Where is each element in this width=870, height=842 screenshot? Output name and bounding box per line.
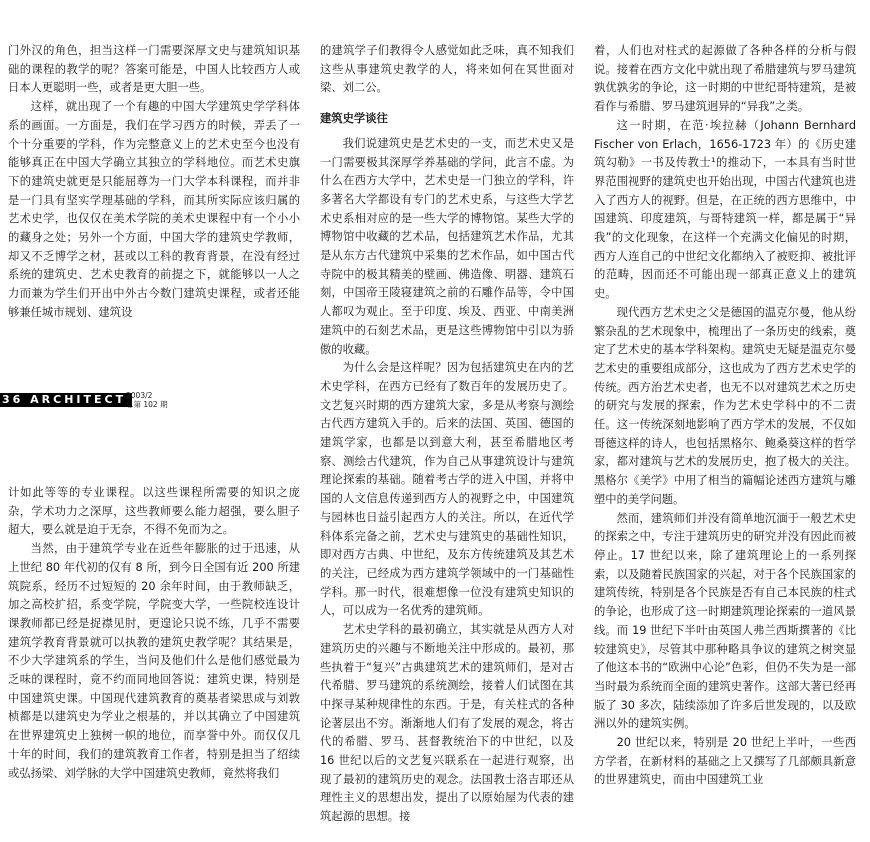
paragraph: 为什么会是这样呢？因为包括建筑史在内的艺术史学科，在西方已经有了数百年的发展历史了。文艺复兴时期的西方建筑大家，多是从考察与测绘古代西方建筑入手的。后来的法国、英国、德国的建筑学家，也都是以到意大利，甚至希腊地区考察、测绘古代建筑，作为自己从事建筑设计与建筑理论探索的基础。随着考古学的进入中国，并将中国的人文信息传递到西方人的视野之中，中国建筑与园林也日益引起西方人的关注。所以，在近代学科体系完备之前，艺术史与建筑史的基础性知识，即对西方古典、中世纪，及东方传统建筑及其艺术的关注，已经成为西方建筑学领域中的一门基础性学科。那一时代，很难想像一位没有建筑史知识的人，可以成为一名优秀的建筑师。 [320,361,574,618]
paragraph: 当然，由于建筑学专业在近些年膨胀的过于迅速，从上世纪 80 年代初的仅有 8 所，到今日全国有近 200 所建筑院系，经历不过短短的 20 余年时间，由于教师缺乏，加之高校扩招，系变学院，学院变大学，一些院校连设计课教师都已经是捉襟见肘，更遑论只说不练，几乎不需要建筑学教育背景就可以执教的建筑史教学呢？其结果是，不少大学建筑系的学生，当问及他们什么是他们感觉最为乏味的课程时，竟不约而同地回答说：建筑史课，特别是中国建筑史课。中国现代建筑教育的奠基者梁思成与刘敦桢都是以建筑史为学业之根基的，并以其确立了中国建筑在世界建筑史上独树一帜的地位，而享誉中外。而仅仅几十年的时间，我们的建筑教育工作者，特别是担当了绍续或弘扬梁、刘学脉的大学中国建筑史教师，竟然将我们 [8,542,300,780]
issue-number: 2003/2 [126,391,153,400]
section-heading: 建筑史学谈往 [320,112,388,126]
paragraph: 20 世纪以来，特别是 20 世纪上半叶，一些西方学者，在新材料的基础之上又撰写了几部颇具新意的世界建筑史，而由中国建筑工业 [594,736,856,787]
paragraph: 的建筑学子们教得令人感觉如此乏味，真不知我们这些从事建筑史教学的人，将来如何在冥世面对梁、刘二公。 [320,44,574,95]
paragraph: 这样，就出现了一个有趣的中国大学建筑史学学科体系的画面。一方面是，我们在学习西方的时候，弄丢了一个十分重要的学科，作为完整意义上的艺术史至今也没有能够真正在中国大学确立其独立的学科地位。而艺术史旗下的建筑史就更是只能屈尊为一门大学本科课程，而并非是一门具有坚实学理基础的学科，而其所实际应该归属的艺术史学，也仅仅在美术学院的美术史课程中有一个小小的藏身之处；另外一个方面，中国大学的建筑史学教师，却又不乏博学之材，甚或以工科的教育背景，在没有经过系统的建筑史、艺术史教育的前提之下，就能够以一人之力而兼为学生们开出中外古今数门建筑史课程，或者还能够兼任城市规划、建筑设 [8,100,300,319]
paragraph: 门外汉的角色，担当这样一门需要深厚文史与建筑知识基础的课程的教学的呢？答案可能是，中国人比较西方人或日本人更聪明一些，或者是更大胆一些。 [8,44,300,95]
page-footer [0,393,300,407]
column-middle [320,42,574,827]
paragraph: 着，人们也对柱式的起源做了各种各样的分析与假说。接着在西方文化中就出现了希腊建筑与罗马建筑孰优孰劣的争论，这一时期的中世纪哥特建筑，是被看作与希腊、罗马建筑迥异的“异我”之类。 [594,44,856,114]
paragraph: 这一时期，在范·埃拉赫（Johann Bernhard Fischer von Erlach，1656-1723 年）的《历史建筑勾勒》一书及传教士¹的推动下，一本具有当时世界范围视野的建筑史也开始出现，中国古代建筑也进入了西方人的视野。但是，在正统的西方思维中，中国建筑、印度建筑，与哥特建筑一样，都是属于“异我”的文化现象，在这样一个充满文化偏见的时期，西方人连自己的中世纪文化都纳入了被贬抑、被批评的范畴，因而还不可能出现一部真正意义上的建筑史。 [594,118,856,301]
column-left-bottom [8,484,300,783]
paragraph: 现代西方艺术史之父是德国的温克尔曼，他从纷繁杂乱的艺术现象中，梳理出了一条历史的线索，奠定了艺术史的基本学科架构。建筑史无疑是温克尔曼艺术史的重要组成部分，这也成为了西方艺术史学的传统。西方治艺术史者，也无不以对建筑艺术之历史的研究与发展的探索，作为艺术史学科中的不二责任。这一传统深刻地影响了西方学术的发展，不仅如哥德这样的诗人，也包括黑格尔、鲍桑葵这样的哲学家，都对建筑与艺术的发展历史，抱了极大的关注。黑格尔《美学》中用了相当的篇幅论述西方建筑与雕塑中的美学问题。 [594,305,856,506]
issue-total: 总第 102 期 [126,400,168,409]
paragraph: 计如此等等的专业课程。以这些课程所需要的知识之庞杂，学术功力之深厚，这些教师要么能力超强，要么胆子超大，要么就是迫于无奈，不得不免而为之。 [8,486,300,537]
paragraph: 然而，建筑师们并没有简单地沉湎于一般艺术史的探索之中，专注于建筑历史的研究并没有因此而被停止。17 世纪以来，除了建筑理论上的一系列探索，以及随着民族国家的兴起，对于各个民族国家的建筑传统，特别是各个民族是否有自己本民族的柱式的争论，也形成了这一时期建筑理论探索的一道风景线。而 19 世纪下半叶由英国人弗兰西斯撰著的《比较建筑史》，尽管其中那种略具争议的建筑之树突显了他这本书的“欧洲中心论”色彩，但仍不失为是一部当时最为系统而全面的建筑史著作。这部大著已经再版了 30 多次，陆续添加了许多后世发现的，以及欧洲以外的建筑实例。 [594,511,856,731]
paragraph: 我们说建筑史是艺术史的一支，而艺术史又是一门需要极其深厚学养基础的学问，此言不虚。为什么在西方大学中，艺术史是一门独立的学科，许多著名大学都设有专门的艺术史系，与这些大学艺术史系相对应的是一些大学的博物馆。某些大学的博物馆中收藏的艺术品，包括建筑艺术作品，尤其是从东方古代建筑中采集的艺术作品，如中国古代寺院中的极其精美的壁画、佛造像、明器、建筑石刻，中国帝王陵寝建筑之前的石雕作品等，令中国人都叹为观止。至于印度、埃及、西亚、中南美洲建筑中的石刻艺术品，更是这些博物馆中引以为骄傲的收藏。 [320,136,574,356]
folio-banner: 36 ARCHITECT [0,393,132,407]
column-right [594,42,856,790]
paragraph: 艺术史学科的最初确立，其实就是从西方人对建筑历史的兴趣与不断地关注中形成的。最初，那些执着于“复兴”古典建筑艺术的建筑师们，是对古代希腊、罗马建筑的系统测绘，接着人们试图在其中探寻某种规律性的东西。于是，有关柱式的各种论著层出不穷。渐渐地人们有了发展的观念，将古代的希腊、罗马、甚督教统治下的中世纪，以及 16 世纪以后的文艺复兴联系在一起进行观察，出现了最初的建筑历史的观念。法国教士洛吉耶还从理性主义的思想出发，提出了以原始屋为代表的建筑起源的思想。接 [320,623,574,824]
column-left-top [8,42,300,323]
issue-info [126,391,168,409]
